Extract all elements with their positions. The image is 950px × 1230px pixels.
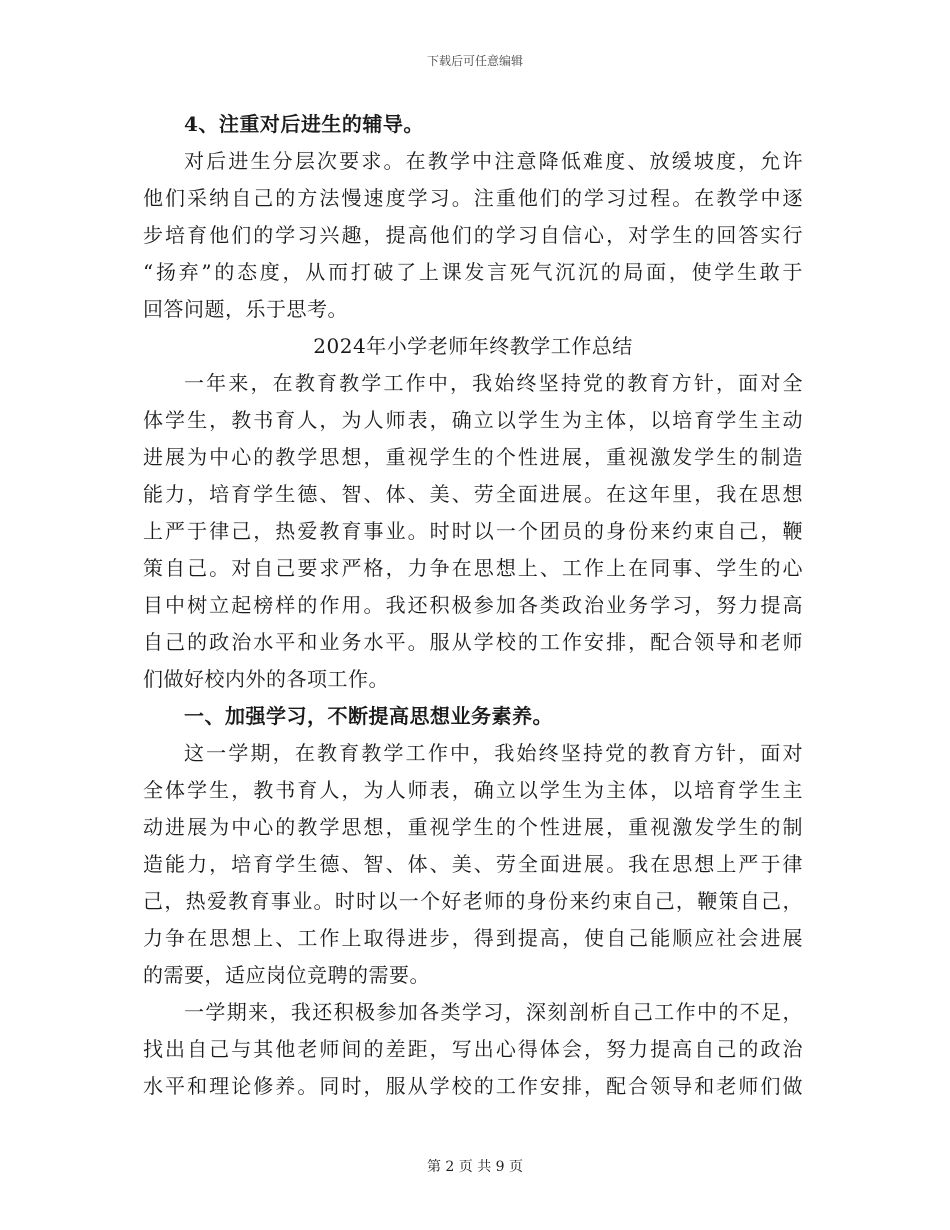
paragraph-line: 全体学生，教书育人，为人师表，确立以学生为主体，以培育学生主 (143, 778, 803, 802)
paragraph-line: 对后进生分层次要求。在教学中注意降低难度、放缓坡度，允许 (184, 149, 803, 173)
document-body (143, 106, 803, 1105)
section-heading: 4、注重对后进生的辅导。 (184, 112, 424, 136)
page-header: 下载后可任意编辑 (426, 54, 523, 68)
paragraph-line: 的需要，适应岗位竞聘的需要。 (143, 963, 430, 987)
paragraph-line: 策自己。对自己要求严格，力争在思想上、工作上在同事、学生的心 (143, 556, 803, 580)
paragraph-line: 这一学期，在教育教学工作中，我始终坚持党的教育方针，面对 (184, 741, 803, 765)
paragraph-line: 步培育他们的学习兴趣，提高他们的学习自信心，对学生的回答实行 (143, 223, 803, 247)
paragraph-line: 进展为中心的教学思想，重视学生的个性进展，重视激发学生的制造 (143, 445, 803, 469)
paragraph-line: 目中树立起榜样的作用。我还积极参加各类政治业务学习，努力提高 (143, 593, 803, 617)
paragraph-line: 力争在思想上、工作上取得进步，得到提高，使自己能顺应社会进展 (143, 926, 803, 950)
paragraph-line: 己，热爱教育事业。时时以一个好老师的身份来约束自己，鞭策自己， (143, 889, 803, 913)
document-title: 2024年小学老师年终教学工作总结 (313, 334, 633, 358)
paragraph-line: “扬弃”的态度，从而打破了上课发言死气沉沉的局面，使学生敢于 (143, 260, 803, 284)
paragraph-line: 他们采纳自己的方法慢速度学习。注重他们的学习过程。在教学中逐 (143, 186, 803, 210)
paragraph-line: 动进展为中心的教学思想，重视学生的个性进展，重视激发学生的制 (143, 815, 803, 839)
paragraph-line: 上严于律己，热爱教育事业。时时以一个团员的身份来约束自己，鞭 (143, 519, 803, 543)
paragraph-line: 水平和理论修养。同时，服从学校的工作安排，配合领导和老师们做 (143, 1074, 803, 1098)
paragraph-line: 一年来，在教育教学工作中，我始终坚持党的教育方针，面对全 (184, 371, 803, 395)
paragraph-line: 一学期来，我还积极参加各类学习，深刻剖析自己工作中的不足， (184, 1000, 803, 1024)
paragraph-line: 造能力，培育学生德、智、体、美、劳全面进展。我在思想上严于律 (143, 852, 803, 876)
paragraph-line: 自己的政治水平和业务水平。服从学校的工作安排，配合领导和老师 (143, 630, 803, 654)
paragraph-line: 体学生，教书育人，为人师表，确立以学生为主体，以培育学生主动 (143, 408, 803, 432)
paragraph-line: 找出自己与其他老师间的差距，写出心得体会，努力提高自己的政治 (143, 1037, 803, 1061)
page-footer: 第 2 页 共 9 页 (426, 1159, 524, 1175)
paragraph-line: 能力，培育学生德、智、体、美、劳全面进展。在这年里，我在思想 (143, 482, 803, 506)
paragraph-line: 回答问题，乐于思考。 (143, 297, 348, 321)
paragraph-line: 们做好校内外的各项工作。 (143, 667, 389, 691)
section-heading: 一、加强学习，不断提高思想业务素养。 (184, 704, 553, 728)
